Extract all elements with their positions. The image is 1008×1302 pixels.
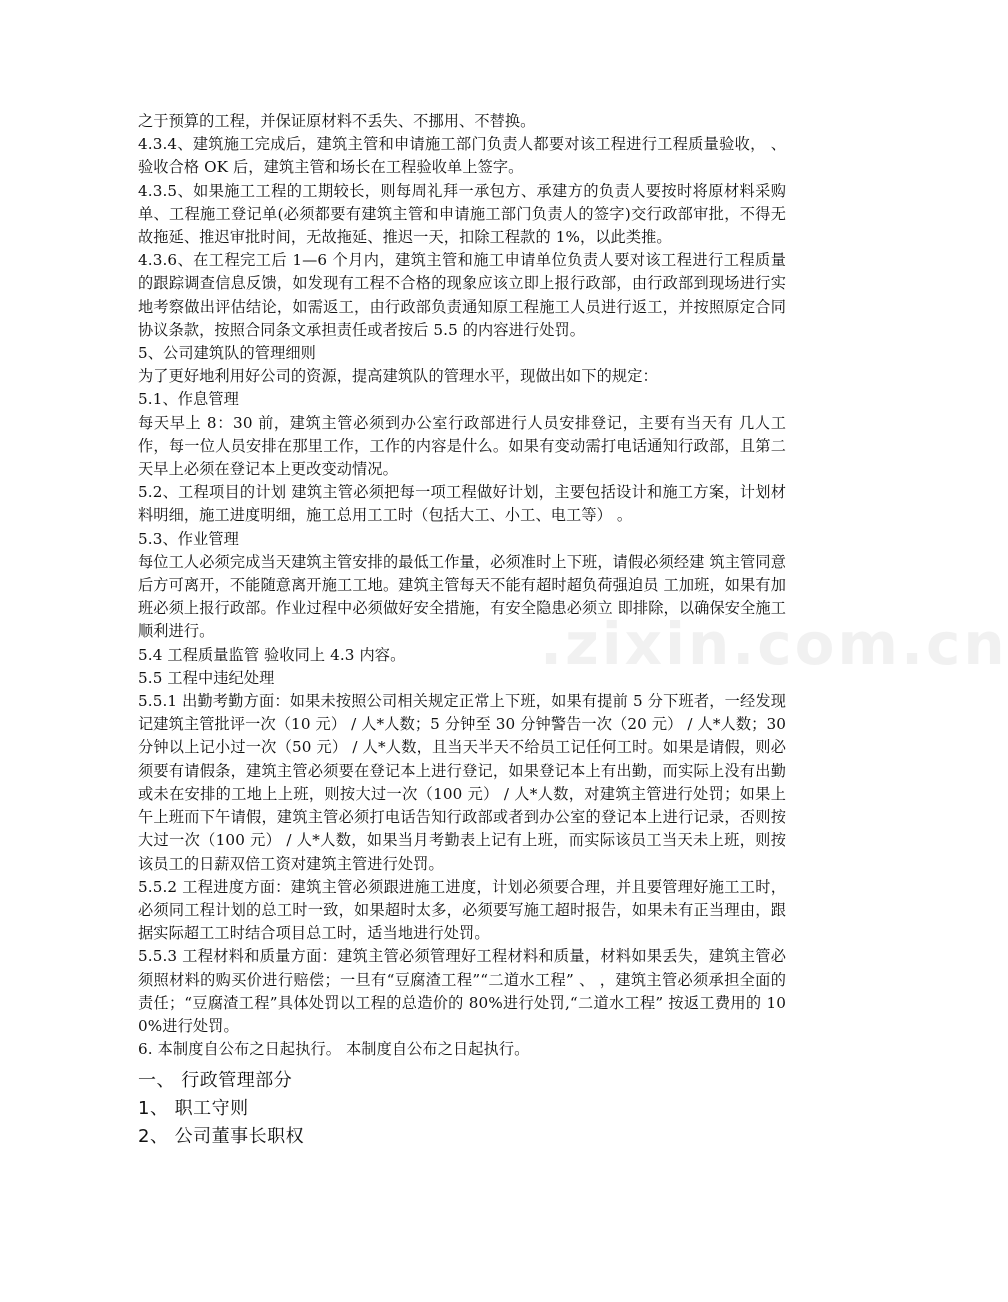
- paragraph-5-5-3: 5.5.3 工程材料和质量方面：建筑主管必须管理好工程材料和质量，材料如果丢失，建筑主管必须照材料的购买价进行赔偿；一旦有“豆腐渣工程”“二道水工程” 、 ，建筑主管必须承担全面的责任；“豆腐渣工程”具体处罚以工程的总造价的 80%进行处罚,“二道水工程” 按返工费用的 100%进行处罚。: [138, 947, 786, 1035]
- section-heading-5: 5、公司建筑队的管理细则: [138, 344, 316, 363]
- paragraph-5-1: 每天早上 8：30 前，建筑主管必须到办公室行政部进行人员安排登记，主要有当天有 几人工作，每一位人员安排在那里工作，工作的内容是什么。如果有变动需打电话通知行政部，且第二天早上必须在登记本上更改变动情况。: [138, 413, 786, 479]
- paragraph-preface: 之于预算的工程，并保证原材料不丢失、不挪用、不替换。: [138, 112, 536, 130]
- paragraph-5-2: 5.2、工程项目的计划 建筑主管必须把每一项工程做好计划，主要包括设计和施工方案，计划材料明细，施工进度明细，施工总用工工时（包括大工、小工、电工等） 。: [138, 483, 786, 525]
- outline-item-chairman-powers: 2、 公司董事长职权: [138, 1126, 305, 1148]
- section-heading-5-1: 5.1、作息管理: [138, 390, 239, 409]
- paragraph-4-3-6: 4.3.6、在工程完工后 1—6 个月内，建筑主管和施工申请单位负责人要对该工程进行工程质量的跟踪调查信息反馈，如发现有工程不合格的现象应该立即上报行政部，由行政部到现场进行实地考察做出评估结论，如需返工，由行政部负责通知原工程施工人员进行返工，并按照原定合同协议条款，按照合同条文承担责任或者按后 5.5 的内容进行处罚。: [138, 251, 786, 339]
- paragraph-5-5-2: 5.5.2 工程进度方面：建筑主管必须跟进施工进度，计划必须要合理，并且要管理好施工工时，必须同工程计划的总工时一致，如果超时太多，必须要写施工超时报告，如果未有正当理由，跟据实际超工工时结合项目总工时，适当地进行处罚。: [138, 877, 786, 943]
- watermark: .zixin.com.cn: [540, 610, 1008, 678]
- paragraph-5-4: 5.4 工程质量监管 验收同上 4.3 内容。: [138, 645, 406, 664]
- document-page: [138, 110, 786, 1151]
- outline-item-staff-rules: 1、 职工守则: [138, 1098, 249, 1120]
- paragraph-4-3-5: 4.3.5、如果施工工程的工期较长，则每周礼拜一承包方、承建方的负责人要按时将原材料采购单、工程施工登记单(必须都要有建筑主管和申请施工部门负责人的签字)交行政部审批，不得无故拖延、推迟审批时间，无故拖延、推迟一天，扣除工程款的 1%，以此类推。: [138, 181, 786, 247]
- paragraph-5-5-1: 5.5.1 出勤考勤方面：如果未按照公司相关规定正常上下班，如果有提前 5 分下班者，一经发现记建筑主管批评一次（10 元） / 人*人数；5 分钟至 30 分钟警告一次（20 元） / 人*人数；30 分钟以上记小过一次（50 元） / 人*人数，且当天半天不给员工记任何工时。如果是请假，则必须要有请假条，建筑主管必须要在登记本上进行登记，如果登记本上有出勤，而实际上没有出勤或未在安排的工地上上班，则按大过一次（100 元） / 人*人数，对建筑主管进行处罚；如果上午上班而下午请假，建筑主管必须打电话告知行政部或者到办公室的登记本上进行记录，否则按大过一次（100 元） / 人*人数，如果当月考勤表上记有上班，而实际该员工当天未上班，则按该员工的日薪双倍工资对建筑主管进行处罚。: [138, 692, 786, 873]
- paragraph-5-intro: 为了更好地利用好公司的资源，提高建筑队的管理水平，现做出如下的规定：: [138, 367, 658, 386]
- section-heading-5-5: 5.5 工程中违纪处理: [138, 668, 275, 687]
- section-heading-5-3: 5.3、作业管理: [138, 529, 239, 548]
- paragraph-5-3: 每位工人必须完成当天建筑主管安排的最低工作量，必须准时上下班，请假必须经建 筑主管同意后方可离开，不能随意离开施工工地。建筑主管每天不能有超时超负荷强迫员 工加班，如果有加班必须上报行政部。作业过程中必须做好安全措施，有安全隐患必须立 即排除，以确保安全施工顺利进行。: [138, 552, 786, 641]
- outline-heading-admin: 一、 行政管理部分: [138, 1070, 293, 1092]
- paragraph-4-3-4: 4.3.4、建筑施工完成后，建筑主管和申请施工部门负责人都要对该工程进行工程质量验收， 、 验收合格 OK 后，建筑主管和场长在工程验收单上签字。: [138, 135, 786, 177]
- paragraph-6: 6. 本制度自公布之日起执行。 本制度自公布之日起执行。: [138, 1040, 530, 1059]
